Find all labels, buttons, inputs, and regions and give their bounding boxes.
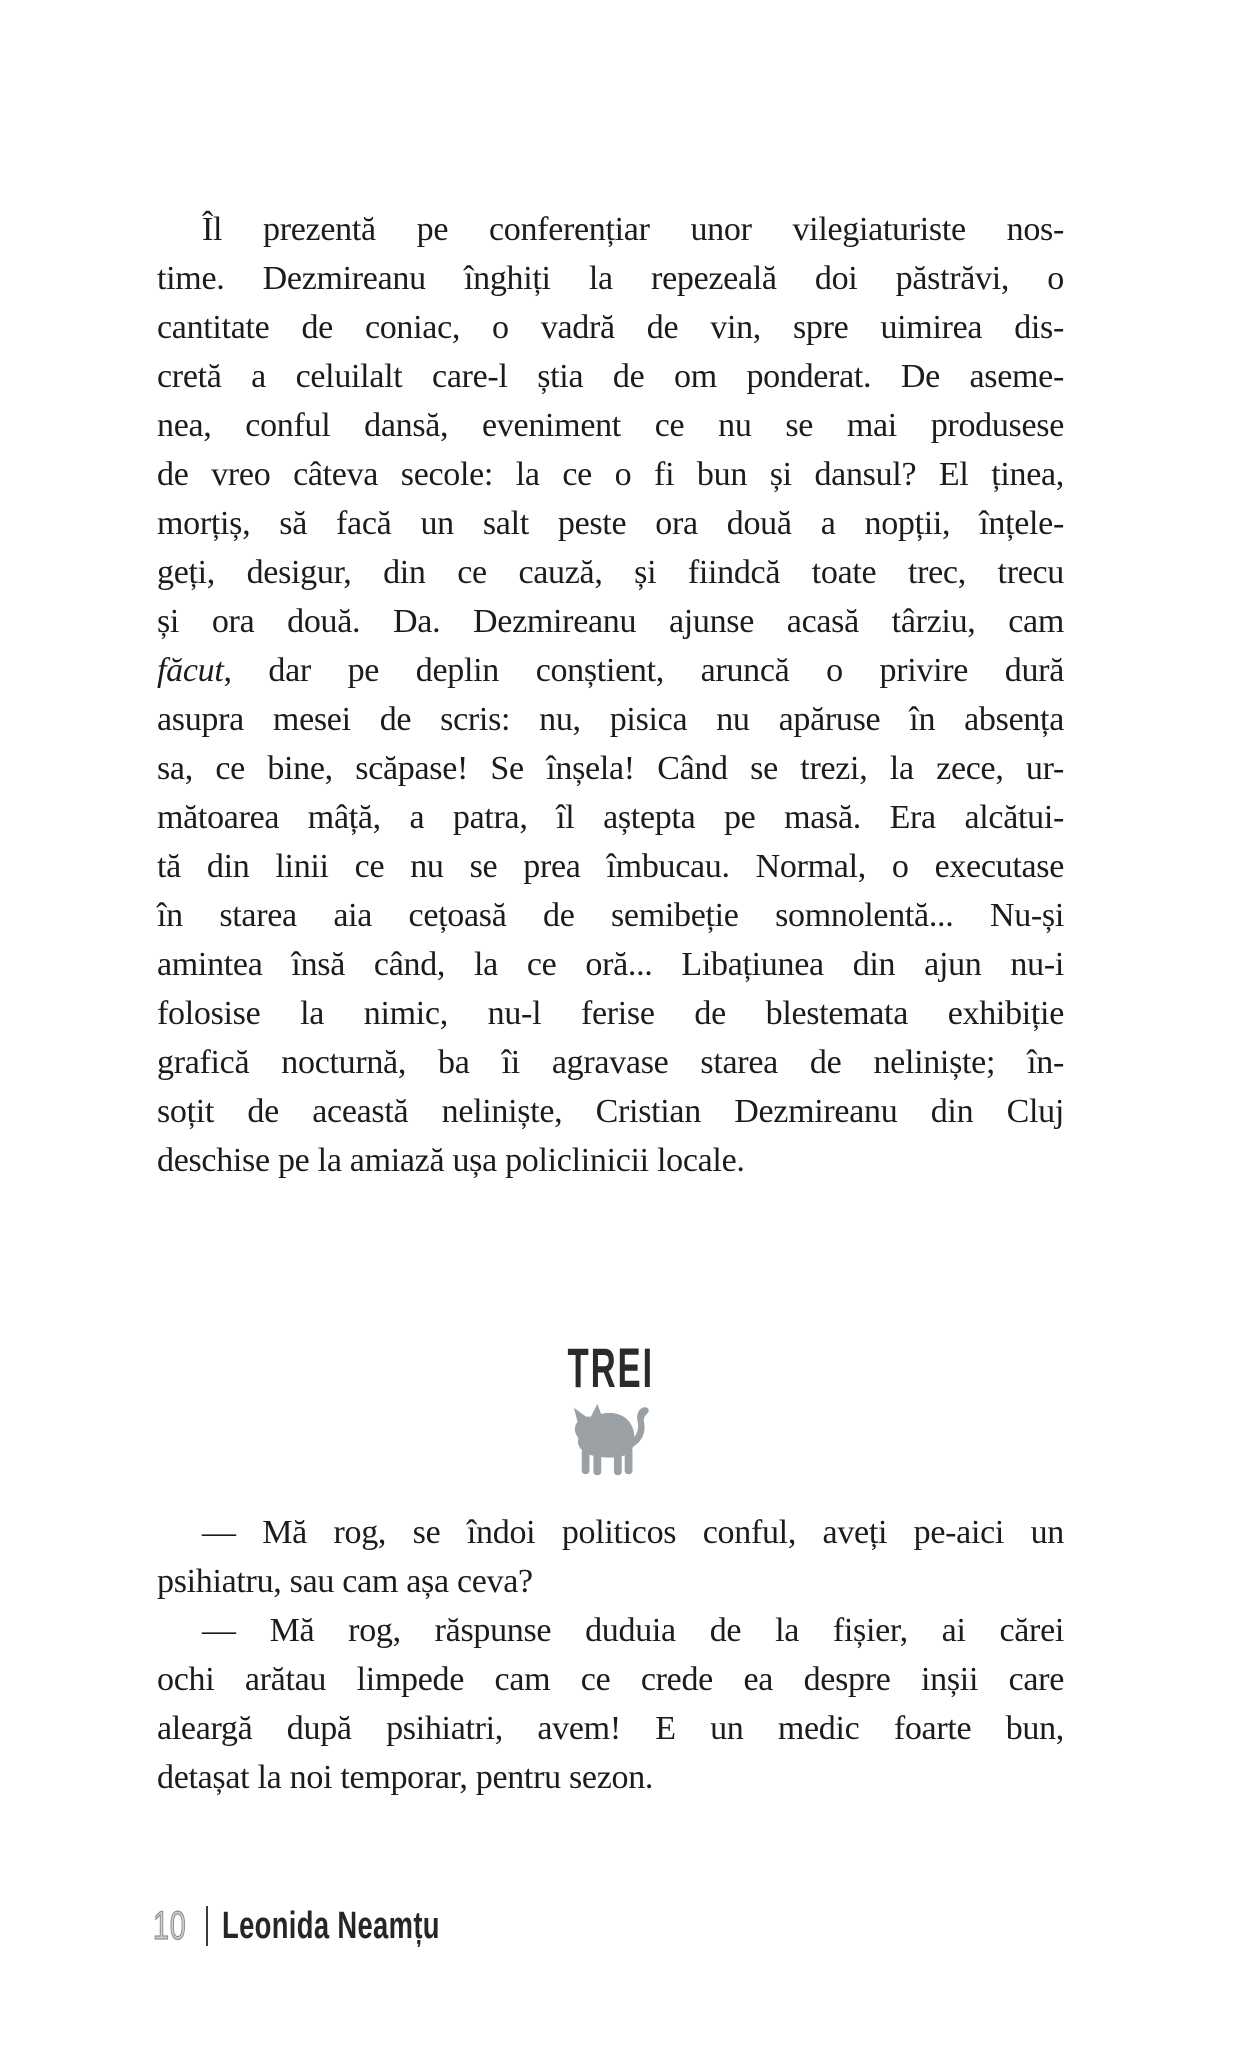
text-line: detașat la noi temporar, pentru sezon. xyxy=(157,1759,654,1796)
italic-word: făcut xyxy=(157,652,224,689)
text-line: geți, desigur, din ce cauză, și fiindcă toate trec, trecu xyxy=(157,554,1064,591)
text-line: mătoarea mâță, a patra, îl aștepta pe masă. Era alcătui- xyxy=(157,799,1064,836)
text-line: sa, ce bine, scăpase! Se înșela! Când se trezi, la zece, ur- xyxy=(157,750,1064,787)
text-line: tă din linii ce nu se prea îmbucau. Normal, o executase xyxy=(157,848,1064,885)
chapter-ornament xyxy=(157,1402,1064,1478)
text-line xyxy=(157,646,1064,695)
text-line: grafică nocturnă, ba îi agravase starea de neliniște; în- xyxy=(157,1044,1064,1081)
text-line: folosise la nimic, nu-l ferise de blestemata exhibiție xyxy=(157,995,1064,1032)
text-line-rest: , dar pe deplin conștient, aruncă o privire dură xyxy=(223,652,1064,689)
text-line: ochi arătau limpede cam ce crede ea despre inșii care xyxy=(157,1661,1064,1698)
text-line: asupra mesei de scris: nu, pisica nu apăruse în absența xyxy=(157,701,1064,738)
chapter-heading xyxy=(157,1336,1064,1411)
text-line: nea, conful dansă, eveniment ce nu se mai produsese xyxy=(157,407,1064,444)
footer-divider xyxy=(206,1906,208,1946)
text-line: time. Dezmireanu înghiți la repezeală doi păstrăvi, o xyxy=(157,260,1064,297)
text-line: — Mă rog, răspunse duduia de la fișier, ai cărei xyxy=(202,1612,1064,1649)
text-line: aleargă după psihiatri, avem! E un medic foarte bun, xyxy=(157,1710,1064,1747)
text-line: cantitate de coniac, o vadră de vin, spre uimirea dis- xyxy=(157,309,1064,346)
text-line: cretă a celuilalt care-l știa de om ponderat. De aseme- xyxy=(157,358,1064,395)
text-line: soțit de această neliniște, Cristian Dezmireanu din Cluj xyxy=(157,1093,1064,1130)
cat-silhouette-icon xyxy=(569,1402,653,1478)
paragraph-main xyxy=(157,205,1064,1185)
text-line: deschise pe la amiază ușa policlinicii locale. xyxy=(157,1142,745,1179)
text-line: în starea aia cețoasă de semibeție somnolentă... Nu-și xyxy=(157,897,1064,934)
page-number: 10 xyxy=(153,1903,187,1948)
text-line: psihiatru, sau cam așa ceva? xyxy=(157,1563,533,1600)
chapter-heading-label: TREI xyxy=(567,1336,654,1399)
text-line: și ora două. Da. Dezmireanu ajunse acasă târziu, cam xyxy=(157,603,1064,640)
author-name: Leonida Neamțu xyxy=(221,1904,440,1947)
text-line: morțiș, să facă un salt peste ora două a nopții, înțele- xyxy=(157,505,1064,542)
paragraph-dialogue xyxy=(157,1508,1064,1802)
text-line: — Mă rog, se îndoi politicos conful, aveți pe-aici un xyxy=(202,1514,1064,1551)
text-line: amintea însă când, la ce oră... Libațiunea din ajun nu-i xyxy=(157,946,1064,983)
text-line: Îl prezentă pe conferențiar unor vilegiaturiste nos- xyxy=(202,211,1064,248)
page-footer xyxy=(153,1903,524,1949)
text-line: de vreo câteva secole: la ce o fi bun și dansul? El ținea, xyxy=(157,456,1064,493)
